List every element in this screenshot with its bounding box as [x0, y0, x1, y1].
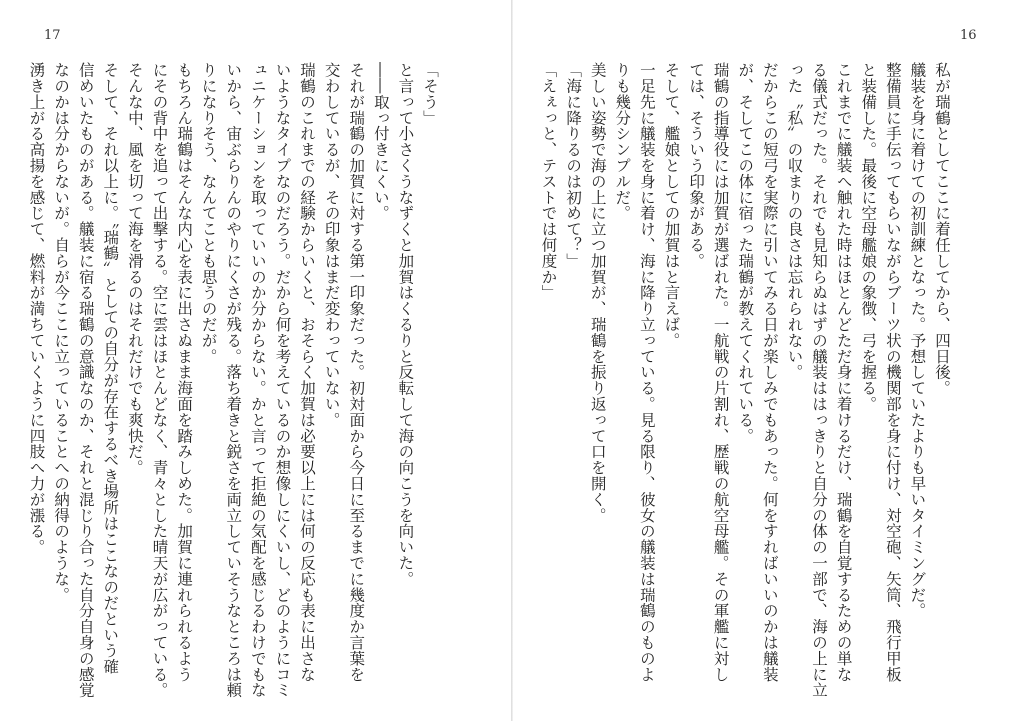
text-line: いようなタイプなのだろう。だから何を考えているのか想像しにくいし、どのようにコミ: [273, 62, 292, 698]
page-number-right: 16: [960, 28, 977, 43]
text-line: りも幾分シンプルだ。: [613, 62, 632, 221]
text-line: だからこの短弓を実際に引いてみる日が楽しみでもあった。何をすればいいのかは艤装: [760, 62, 779, 683]
text-line: 整備員に手伝ってもらいながらブーツ状の機関部を身に付け、対空砲、矢筒、飛行甲板: [883, 62, 902, 683]
left-page-text: [27, 62, 442, 702]
text-line: 美しい姿勢で海の上に立つ加賀が、瑞鶴を振り返って口を開く。: [588, 62, 607, 524]
text-line: 信めいたものがある。艤装に宿る瑞鶴の意識なのか、それと混じり合った自分自身の感覚: [76, 62, 95, 698]
text-line: 「えぇっと、テストでは何度か」: [539, 62, 558, 301]
text-line: ――取っ付きにくい。: [371, 62, 390, 221]
text-line: と言って小さくうなずくと加賀はくるりと反転して海の向こうを向いた。: [396, 62, 415, 587]
text-line: そして、艦娘としての加賀はと言えば。: [662, 62, 681, 349]
right-page: [512, 0, 1024, 721]
text-line: 私が瑞鶴としてここに着任してから、四日後。: [933, 62, 951, 396]
text-line: ては、そういう印象がある。: [687, 62, 706, 269]
right-page-text: [539, 62, 954, 702]
text-line: 一足先に艤装を身に着け、海に降り立っている。見る限り、彼女の艤装は瑞鶴のものよ: [637, 62, 656, 683]
page-number-left: 17: [44, 28, 61, 43]
text-line: 「海に降りるのは初めて？」: [564, 62, 583, 269]
text-line: る儀式だった。それでも見知らぬはずの艤装ははっきりと自分の体の一部で、海の上に立: [810, 62, 829, 698]
text-line: と装備した。最後に空母艦娘の象徴、弓を握る。: [859, 62, 878, 412]
text-line: 湧き上がる高揚を感じて、燃料が満ちていくように四肢へ力が漲る。: [27, 62, 46, 555]
text-line: そんな中、風を切って海を滑るのはそれだけでも爽快だ。: [125, 62, 144, 476]
text-line: った〝私〟の収まりの良さは忘れられない。: [785, 62, 804, 380]
text-line: それが瑞鶴の加賀に対する第一印象だった。初対面から今日に至るまでに幾度か言葉を: [347, 62, 366, 683]
text-line: いから、宙ぶらりんのやりにくさが残る。落ち着きと鋭さを両立していそうなところは頼: [224, 62, 243, 698]
text-line: 交わしているが、その印象はまだ変わっていない。: [322, 62, 341, 428]
text-line: もちろん瑞鶴はそんな内心を表に出さぬまま海面を踏みしめた。加賀に連れられるよう: [175, 62, 194, 683]
text-line: 瑞鶴のこれまでの経験からいくと、おそらく加賀は必要以上には何の反応も表に出さな: [298, 62, 317, 683]
text-line: ュニケーションを取っていいのか分からない。かと言って拒絶の気配を感じるわけでもな: [248, 62, 267, 698]
text-line: これまでに艤装へ触れた時はほとんどただ身に着けるだけ、瑞鶴を自覚するための単な: [834, 62, 853, 683]
text-line: 「そう」: [421, 62, 439, 126]
text-line: が、そしてこの体に宿った瑞鶴が教えてくれている。: [736, 62, 755, 444]
text-line: にその背中を追って出撃する。空に雲はほとんどなく、青々とした晴天が広がっている。: [150, 62, 169, 698]
text-line: なのかは分からないが。自らが今ここに立っていることへの納得のような。: [52, 62, 71, 603]
text-line: 瑞鶴の指導役には加賀が選ばれた。一航戦の片割れ、歴戦の航空母艦。その軍艦に対し: [711, 62, 730, 683]
text-line: りになりそう、なんてことも思うのだが。: [199, 62, 218, 365]
text-line: 艤装を身に着けての初訓練となった。予想していたよりも早いタイミングだ。: [908, 62, 927, 619]
text-line: そして、それ以上に。〝瑞鶴〟としての自分が存在するべき場所はここなのだという確: [101, 62, 120, 675]
